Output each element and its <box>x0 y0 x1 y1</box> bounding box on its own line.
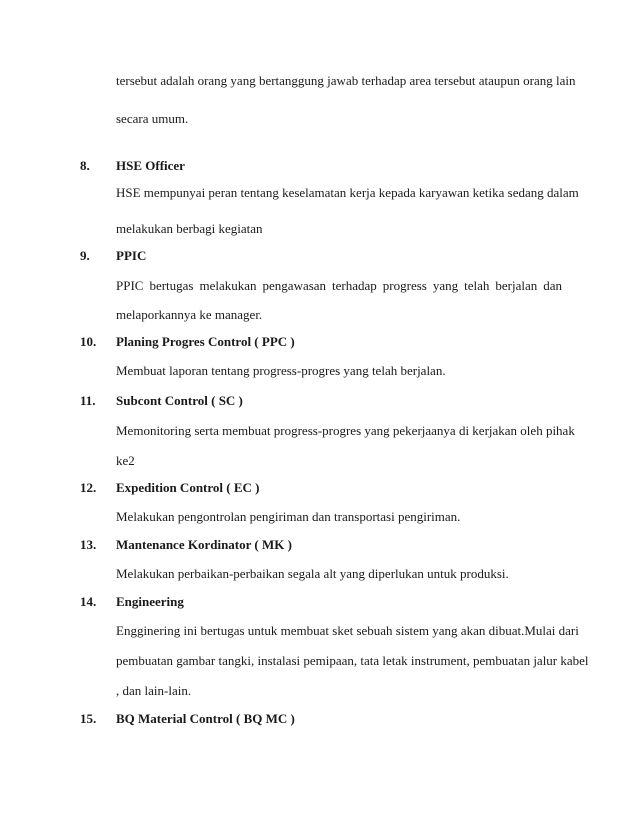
item-heading-9 <box>80 248 146 264</box>
item-heading-13 <box>80 537 292 553</box>
item-number: 9. <box>80 248 90 263</box>
item-heading-11 <box>80 393 243 409</box>
item-9-line-1: PPIC bertugas melakukan pengawasan terhadap progress yang telah berjalan dan <box>116 278 562 293</box>
item-heading-12 <box>80 480 260 496</box>
item-12-line-1: Melakukan pengontrolan pengiriman dan transportasi pengiriman. <box>116 509 461 524</box>
item-9-line-2: melaporkannya ke manager. <box>116 307 263 322</box>
item-14-line-3: , dan lain-lain. <box>116 683 192 698</box>
item-number: 12. <box>80 480 97 495</box>
item-number: 8. <box>80 158 90 173</box>
item-13-line-1: Melakukan perbaikan-perbaikan segala alt yang diperlukan untuk produksi. <box>116 566 509 581</box>
item-number: 14. <box>80 594 97 609</box>
item-11-line-2: ke2 <box>116 453 135 468</box>
item-title: Expedition Control ( EC ) <box>116 480 260 495</box>
item-title: PPIC <box>116 248 147 263</box>
item-14-line-2: pembuatan gambar tangki, instalasi pemipaan, tata letak instrument, pembuatan jalur kabel <box>116 653 589 668</box>
item-number: 15. <box>80 711 97 726</box>
item-8-line-2: melakukan berbagi kegiatan <box>116 221 263 236</box>
item-title: Engineering <box>116 594 184 609</box>
item-title: BQ Material Control ( BQ MC ) <box>116 711 295 726</box>
item-title: Planing Progres Control ( PPC ) <box>116 334 295 349</box>
intro-line-1: tersebut adalah orang yang bertanggung jawab terhadap area tersebut ataupun orang lain <box>116 73 576 88</box>
item-heading-14 <box>80 594 184 610</box>
item-10-line-1: Membuat laporan tentang progress-progres yang telah berjalan. <box>116 363 446 378</box>
item-title: HSE Officer <box>116 158 185 173</box>
item-heading-10 <box>80 334 295 350</box>
intro-line-2: secara umum. <box>116 111 189 126</box>
item-14-line-1: Engginering ini bertugas untuk membuat sket sebuah sistem yang akan dibuat.Mulai dari <box>116 623 579 638</box>
item-title: Mantenance Kordinator ( MK ) <box>116 537 292 552</box>
item-8-line-1: HSE mempunyai peran tentang keselamatan kerja kepada karyawan ketika sedang dalam <box>116 185 579 200</box>
item-title: Subcont Control ( SC ) <box>116 393 243 408</box>
item-number: 10. <box>80 334 97 349</box>
item-number: 11. <box>80 393 96 408</box>
item-11-line-1: Memonitoring serta membuat progress-progres yang pekerjaanya di kerjakan oleh pihak <box>116 423 575 438</box>
item-heading-8 <box>80 158 185 174</box>
item-number: 13. <box>80 537 97 552</box>
item-heading-15 <box>80 711 295 727</box>
